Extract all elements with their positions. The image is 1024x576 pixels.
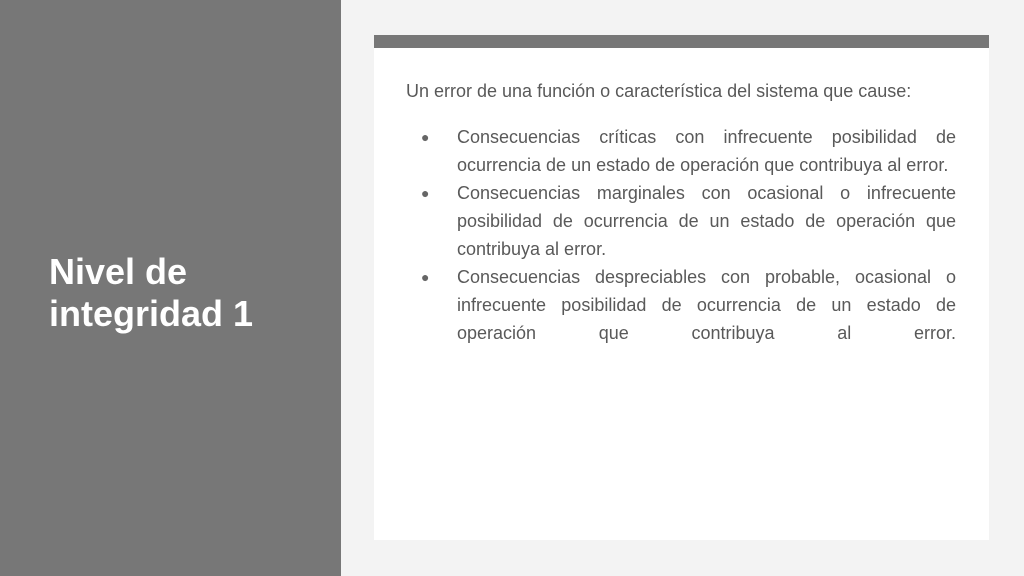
list-item-text: Consecuencias marginales con ocasional o infrecuente posibilidad de ocurrencia de un estado de operación que contribuya al error. xyxy=(457,183,956,259)
bullet-list xyxy=(406,123,956,347)
slide-title: Nivel de integridad 1 xyxy=(49,251,254,334)
bullet-icon: ● xyxy=(421,269,430,285)
bullet-icon: ● xyxy=(421,185,430,201)
card-header-bar xyxy=(374,35,989,48)
list-item-text: Consecuencias despreciables con probable, ocasional o infrecuente posibilidad de ocurrencia de un estado de operación que contribuya al error. xyxy=(457,267,956,343)
content-card xyxy=(374,35,989,540)
list-item xyxy=(406,179,956,263)
intro-text: Un error de una función o característica del sistema que cause: xyxy=(406,81,912,101)
left-panel xyxy=(0,0,341,576)
list-item xyxy=(406,123,956,179)
card-content xyxy=(406,77,956,347)
list-item xyxy=(406,263,956,347)
list-item-text: Consecuencias críticas con infrecuente posibilidad de ocurrencia de un estado de operación que contribuya al error. xyxy=(457,127,956,175)
bullet-icon: ● xyxy=(421,129,430,145)
